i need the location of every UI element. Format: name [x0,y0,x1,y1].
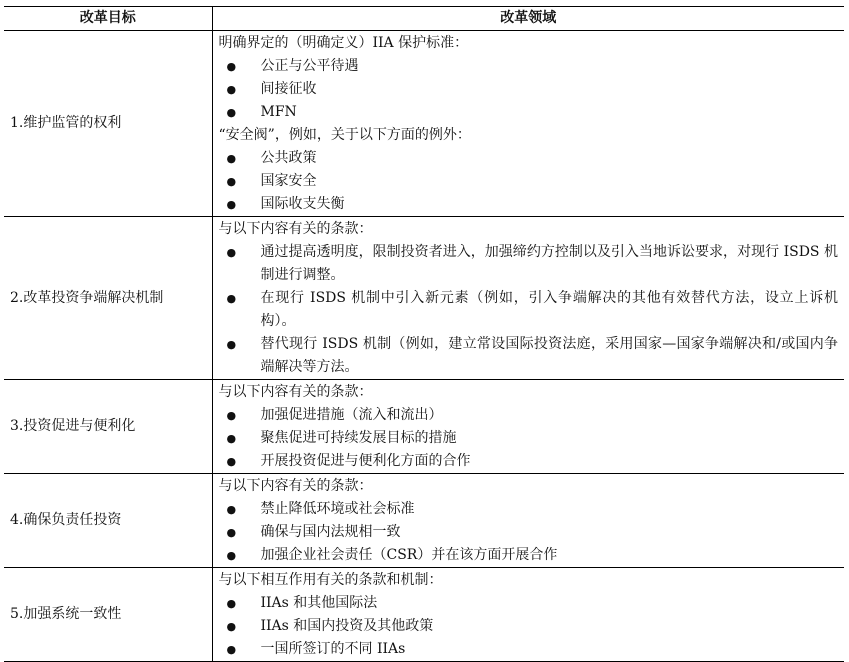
list-item [219,55,839,78]
list-item-text: 公共政策 [260,150,317,166]
reform-goal-cell: 2.改革投资争端解决机制 [4,217,212,380]
list-item-text: 禁止降低环境或社会标准 [260,501,415,517]
table-row [4,31,844,217]
areas-intro-text: 与以下内容有关的条款： [218,478,373,494]
reform-table-container [4,6,844,662]
reform-goal-cell: 1.维护监管的权利 [4,31,212,217]
list-item-text: 一国所签订的不同 IIAs [260,641,406,657]
bullet-dot-icon: ● [226,246,237,259]
bullet-list [219,55,839,124]
list-item [219,544,839,567]
list-item-text: 国际收支失衡 [260,196,345,212]
list-item-text: 替代现行 ISDS 机制（例如，建立常设国际投资法庭，采用国家—国家争端解决和/或国内争端解决等方法。 [260,336,838,375]
bullet-list [219,147,839,216]
bullet-dot-icon: ● [226,526,237,539]
bullet-dot-icon: ● [226,643,237,656]
bullet-dot-icon: ● [226,198,237,211]
list-item [219,404,839,427]
list-item-text: 在现行 ISDS 机制中引入新元素（例如，引入争端解决的其他有效替代方法，设立上诉机构）。 [260,290,838,329]
bullet-dot-icon: ● [226,106,237,119]
list-item [219,333,839,379]
list-item [219,615,839,638]
bullet-dot-icon: ● [226,175,237,188]
list-item [219,592,839,615]
table-row [4,380,844,474]
bullet-dot-icon: ● [226,409,237,422]
bullet-dot-icon: ● [226,292,237,305]
list-item [219,241,839,287]
list-item [219,170,839,193]
reform-areas-cell [212,474,844,568]
list-item-text: 加强促进措施（流入和流出） [260,407,443,423]
list-item-text: 聚焦促进可持续发展目标的措施 [260,430,457,446]
list-item-text: IIAs 和其他国际法 [260,595,378,611]
list-item-text: 确保与国内法规相一致 [260,524,401,540]
reform-areas-cell [212,380,844,474]
list-item [219,78,839,101]
bullet-dot-icon: ● [226,432,237,445]
table-header-row [4,7,844,31]
list-item [219,193,839,216]
header-goal: 改革目标 [4,7,212,31]
list-item [219,427,839,450]
bullet-list [219,498,839,567]
table-row [4,217,844,380]
areas-intro-text: 与以下相互作用有关的条款和机制： [218,572,443,588]
list-item-text: 间接征收 [260,81,317,97]
list-item-text: 国家安全 [260,173,317,189]
bullet-dot-icon: ● [226,83,237,96]
list-item-text: MFN [260,104,297,120]
list-item-text: IIAs 和国内投资及其他政策 [260,618,434,634]
bullet-dot-icon: ● [226,338,237,351]
list-item-text: 开展投资促进与便利化方面的合作 [260,453,471,469]
list-item-text: 通过提高透明度，限制投资者进入，加强缔约方控制以及引入当地诉讼要求，对现行 ISDS 机制进行调整。 [260,244,838,283]
list-item [219,521,839,544]
bullet-dot-icon: ● [226,60,237,73]
reform-goal-cell: 3.投资促进与便利化 [4,380,212,474]
list-item [219,101,839,124]
bullet-dot-icon: ● [226,620,237,633]
table-row [4,474,844,568]
areas-intro-text: 明确界定的（明确定义）IIA 保护标准： [218,35,469,51]
areas-intro-text: 与以下内容有关的条款： [218,221,373,237]
bullet-dot-icon: ● [226,503,237,516]
list-item [219,147,839,170]
reform-areas-cell [212,31,844,217]
reform-table [4,6,844,662]
header-areas: 改革领域 [212,7,844,31]
bullet-dot-icon: ● [226,597,237,610]
list-item [219,287,839,333]
list-item [219,638,839,661]
bullet-list [219,241,839,379]
list-item-text: 加强企业社会责任（CSR）并在该方面开展合作 [260,547,558,563]
bullet-list [219,404,839,473]
bullet-dot-icon: ● [226,549,237,562]
reform-goal-cell: 5.加强系统一致性 [4,568,212,662]
list-item [219,498,839,521]
table-body [4,31,844,662]
reform-areas-cell [212,568,844,662]
areas-intro-text: 与以下内容有关的条款： [218,384,373,400]
list-item-text: 公正与公平待遇 [260,58,359,74]
bullet-dot-icon: ● [226,152,237,165]
reform-areas-cell [212,217,844,380]
reform-goal-cell: 4.确保负责任投资 [4,474,212,568]
table-row [4,568,844,662]
list-item [219,450,839,473]
bullet-list [219,592,839,661]
areas-intro-text: “安全阀”，例如，关于以下方面的例外： [218,127,471,143]
bullet-dot-icon: ● [226,455,237,468]
